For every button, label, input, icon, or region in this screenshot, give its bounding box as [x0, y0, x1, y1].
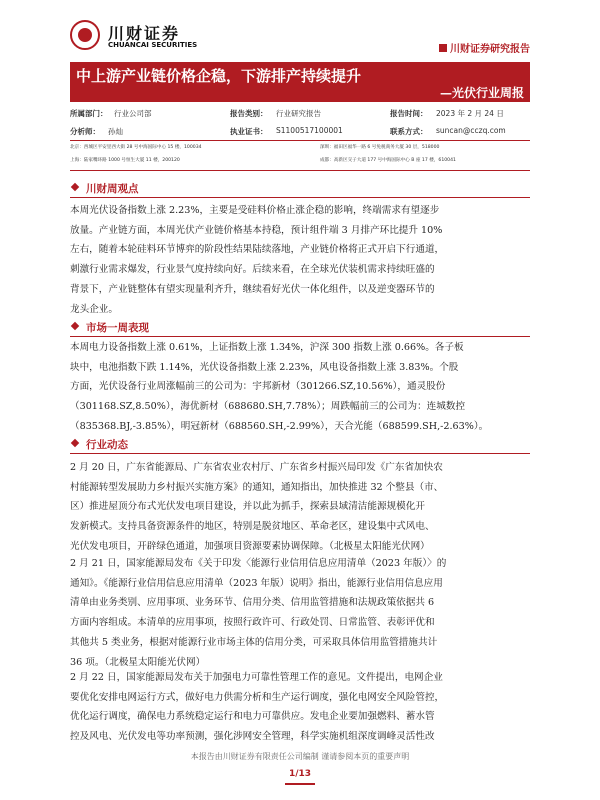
divider	[70, 170, 530, 171]
text-line: 背景下，产业链整体有望实现量利齐升，继续看好光伏一体化组件，以及逆变器环节的	[70, 283, 435, 295]
diamond-icon	[71, 322, 79, 330]
analyst-value: 孙灿	[108, 127, 123, 136]
text-line: （301168.SZ,8.50%），海优新材（688680.SH,7.78%）；周跌幅前三的公司为：连城数控	[70, 401, 466, 413]
text-line: 优化运行调度，确保电力系统稳定运行和电力可靠供应。发电企业要加强燃料、蓄水管	[70, 711, 435, 723]
report-subtitle: —光伏行业周报	[439, 86, 524, 100]
text-line: 本周光伏设备指数上涨 2.23%，主要是受硅料价格止涨企稳的影响，终端需求有望逐步	[70, 205, 440, 216]
contact-label: 联系方式：	[390, 127, 428, 136]
section-title: 市场一周表现	[86, 322, 149, 334]
text-line: （835368.BJ,-3.85%），明冠新材（688560.SH,-2.99%），天合光能（688599.SH,-2.63%）。	[70, 420, 489, 432]
dept-value: 行业公司部	[114, 109, 152, 118]
text-line: 放量。产业链方面，本周光伏产业链价格基本持稳，预计组件端 3 月排产环比提升 10%	[70, 224, 443, 236]
cert-label: 执业证书：	[230, 127, 268, 136]
company-logo	[70, 20, 200, 54]
section-title: 川财周观点	[86, 183, 139, 195]
text-line: 区）推进屋顶分布式光伏发电项目建设，并以此为抓手，探索县域清洁能源规模化开	[70, 501, 425, 513]
text-line: 发新模式。支持具备资源条件的地区，特别是脱贫地区、革命老区，建设集中式风电、	[70, 521, 435, 533]
page-number: 1/13	[285, 769, 315, 785]
address-shenzhen: 深圳：福田区福华一路 6 号免税商务大厦 30 层，518000	[320, 145, 440, 150]
divider	[70, 140, 530, 141]
text-line: 龙头企业。	[70, 303, 118, 315]
type-label: 报告类别：	[230, 109, 268, 118]
section-divider	[70, 453, 530, 454]
dept-label: 所属部门：	[70, 109, 108, 118]
section-title: 行业动态	[86, 439, 128, 451]
diamond-icon	[71, 183, 79, 191]
text-line: 光伏发电项目，开辟绿色通道，加强项目资源要素协调保障。（北极星太阳能光伏网）	[70, 540, 430, 552]
brand-name-en: CHUANCAI SECURITIES	[108, 41, 198, 49]
text-line: 村能源转型发展助力乡村振兴实施方案》的通知，通知指出，加快推进 32 个整县（市、	[70, 481, 444, 493]
title-band	[70, 62, 530, 102]
contact-email[interactable]: suncan@cczq.com	[436, 126, 506, 135]
text-line: 要优化安排电网运行方式，做好电力供需分析和生产运行调度，强化电网安全风险管控，	[70, 691, 445, 703]
section-header-market	[70, 320, 530, 336]
cert-value: S1100517100001	[276, 126, 343, 135]
news-item-1	[70, 458, 530, 557]
section-divider	[70, 336, 530, 337]
views-paragraph	[70, 201, 530, 319]
report-tag	[439, 40, 530, 54]
logo-mark-icon	[70, 20, 100, 50]
report-title: 中上游产业链价格企稳，下游排产持续提升	[76, 67, 362, 85]
address-chengdu: 成都：高新区交子大道 177 号中海国际中心 B 座 17 楼，610041	[320, 158, 456, 163]
text-line: 块中，电池指数下跌 1.14%，光伏设备指数上涨 2.23%，风电设备指数上涨 3.83%。个股	[70, 361, 459, 373]
meta-row-2	[70, 126, 530, 140]
address-beijing: 北京：西城区平安里西大街 28 号中海国际中心 15 楼，100034	[70, 145, 202, 150]
section-header-news	[70, 437, 530, 453]
text-line: 刺激行业需求爆发，行业景气度持续向好。后续来看，在全球光伏装机需求持续旺盛的	[70, 264, 435, 276]
date-label: 报告时间：	[390, 109, 428, 118]
type-value: 行业研究报告	[276, 109, 321, 118]
section-header-views	[70, 181, 530, 197]
text-line: 控及风电、光伏发电等功率预测，强化涉网安全管理，科学实施机组深度调峰灵活性改	[70, 731, 435, 743]
text-line: 2 月 21 日，国家能源局发布《关于印发〈能源行业信用信息应用清单（2023 年版）〉的	[70, 558, 447, 569]
footer-disclaimer: 本报告由川财证券有限责任公司编制 谨请参阅本页的重要声明	[190, 752, 410, 761]
text-line: 2 月 20 日，广东省能源局、广东省农业农村厅、广东省乡村振兴局印发《广东省加快农	[70, 462, 443, 473]
news-item-3	[70, 668, 530, 747]
diamond-icon	[71, 439, 79, 447]
brand-name-cn: 川财证券	[108, 24, 181, 43]
section-divider	[70, 197, 530, 198]
text-line: 左右，随着本轮硅料环节博弈的阶段性结果陆续落地，产业链价格将正式开启下行通道，	[70, 244, 445, 256]
text-line: 通知》。《能源行业信用信息应用清单（2023 年版）说明》指出，能源行业信用信息应用	[70, 577, 443, 589]
square-icon	[439, 44, 447, 52]
date-value: 2023 年 2 月 24 日	[436, 109, 504, 118]
market-paragraph	[70, 338, 530, 437]
report-tag-text: 川财证券研究报告	[450, 44, 530, 55]
news-item-2	[70, 554, 530, 672]
text-line: 其他共 5 类业务，根据对能源行业市场主体的信用分类，可采取具体信用监管措施共计	[70, 636, 438, 648]
text-line: 2 月 22 日，国家能源局发布关于加强电力可靠性管理工作的意见。文件提出，电网企业	[70, 672, 443, 683]
address-shanghai: 上海：陆家嘴环路 1000 号恒生大厦 11 楼，200120	[70, 158, 180, 163]
text-line: 方面，光伏设备行业周涨幅前三的公司为：宇邦新材（301266.SZ,10.56%），通灵股份	[70, 381, 446, 393]
analyst-label: 分析师：	[70, 127, 100, 136]
meta-row-1	[70, 108, 530, 122]
text-line: 清单由业务类别、应用事项、业务环节、信用分类、信用监管措施和法规政策依据共 6	[70, 597, 435, 609]
text-line: 方面内容组成。本清单的应用事项，按照行政许可、行政处罚、日常监管、表彰评优和	[70, 617, 435, 629]
text-line: 36 项。（北极星太阳能光伏网）	[70, 656, 206, 668]
text-line: 本周电力设备指数上涨 0.61%，上证指数上涨 1.34%，沪深 300 指数上涨 0.66%。各子板	[70, 342, 464, 353]
